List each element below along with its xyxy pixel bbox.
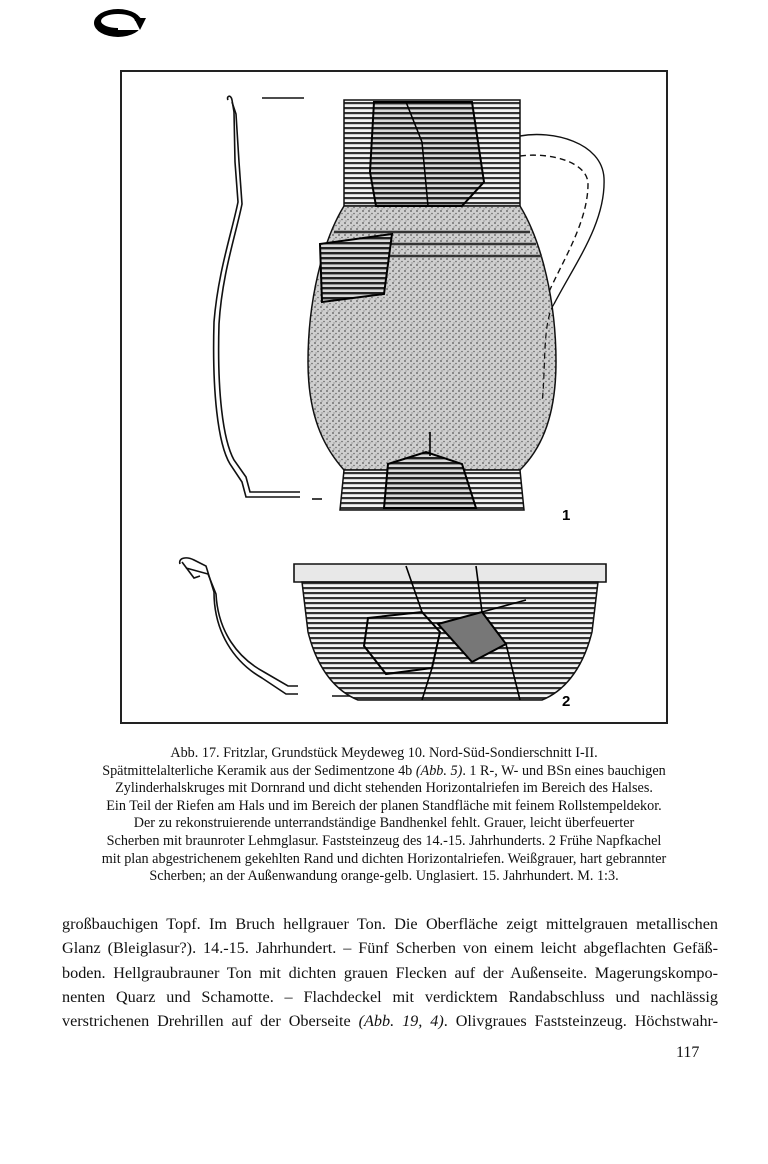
- body-line: [62, 985, 718, 1009]
- caption-figure-reference: (Abb. 5): [415, 762, 463, 779]
- figure-frame: [120, 70, 668, 724]
- body-text: boden. Hellgraubrauner Ton mit dichten grauen Flecken auf der Außenseite. Magerungskompo-: [62, 963, 718, 982]
- figure-caption: [60, 745, 708, 886]
- caption-line: [60, 763, 708, 781]
- caption-text: Scherben; an der Außenwandung orange-gelb. Unglasiert. 15. Jahrhundert. M. 1:3.: [149, 868, 619, 885]
- caption-text: Scherben mit braunroter Lehmglasur. Faststeinzeug des 14.-15. Jahrhunderts. 2 Frühe Napfkachel: [106, 832, 662, 849]
- body-text: Glanz (Bleiglasur?). 14.-15. Jahrhundert. – Fünf Scherben von einem leicht abgeflachten Gefäß-: [62, 939, 718, 958]
- figure-label-1: 1: [562, 507, 571, 524]
- body-line: [62, 936, 718, 960]
- caption-line: [60, 851, 708, 869]
- page-number: 117: [676, 1044, 700, 1061]
- caption-text: Zylinderhalskruges mit Dornrand und dicht stehenden Horizontalriefen im Bereich des Halses.: [115, 780, 653, 797]
- caption-line: [60, 745, 708, 763]
- caption-line: [60, 868, 708, 886]
- body-text: . Olivgraues Faststeinzeug. Höchstwahr-: [443, 1012, 718, 1031]
- caption-text: mit plan abgestrichenem gekehlten Rand und dichten Horizontalriefen. Weißgrauer, hart gebrannter: [101, 850, 667, 867]
- caption-line: [60, 815, 708, 833]
- body-line: [62, 961, 718, 985]
- body-line: [62, 1009, 718, 1033]
- caption-text: Spätmittelalterliche Keramik aus der Sedimentzone 4b: [102, 762, 416, 779]
- caption-text: Der zu rekonstruierende unterrandständige Bandhenkel fehlt. Grauer, leicht überfeuerter: [133, 815, 635, 832]
- caption-line: [60, 833, 708, 851]
- caption-line: [60, 798, 708, 816]
- body-text: nenten Quarz und Schamotte. – Flachdeckel mit verdicktem Randabschluss und nachlässig: [62, 987, 718, 1006]
- jug-profile: [214, 96, 322, 499]
- body-figure-reference: (Abb. 19, 4): [358, 1012, 444, 1031]
- caption-text: . 1 R-, W- und BSn eines bauchigen: [462, 762, 666, 779]
- bowl-body: [294, 564, 606, 700]
- body-paragraph: [62, 912, 718, 1033]
- publisher-logo-icon: [92, 6, 148, 40]
- caption-text: Ein Teil der Riefen am Hals und im Bereich der planen Standfläche mit feinem Rollstempeldekor.: [106, 797, 662, 814]
- caption-line: [60, 780, 708, 798]
- pottery-drawings: [122, 72, 670, 726]
- jug-body: [308, 100, 604, 510]
- figure-label-2: 2: [562, 693, 571, 710]
- body-text: großbauchigen Topf. Im Bruch hellgrauer Ton. Die Oberfläche zeigt mittelgrauen metallischen: [62, 915, 718, 933]
- body-line: [62, 912, 718, 936]
- caption-text: Abb. 17. Fritzlar, Grundstück Meydeweg 10. Nord-Süd-Sondierschnitt I-II.: [170, 745, 598, 761]
- body-text: verstrichenen Drehrillen auf der Oberseite: [62, 1012, 359, 1031]
